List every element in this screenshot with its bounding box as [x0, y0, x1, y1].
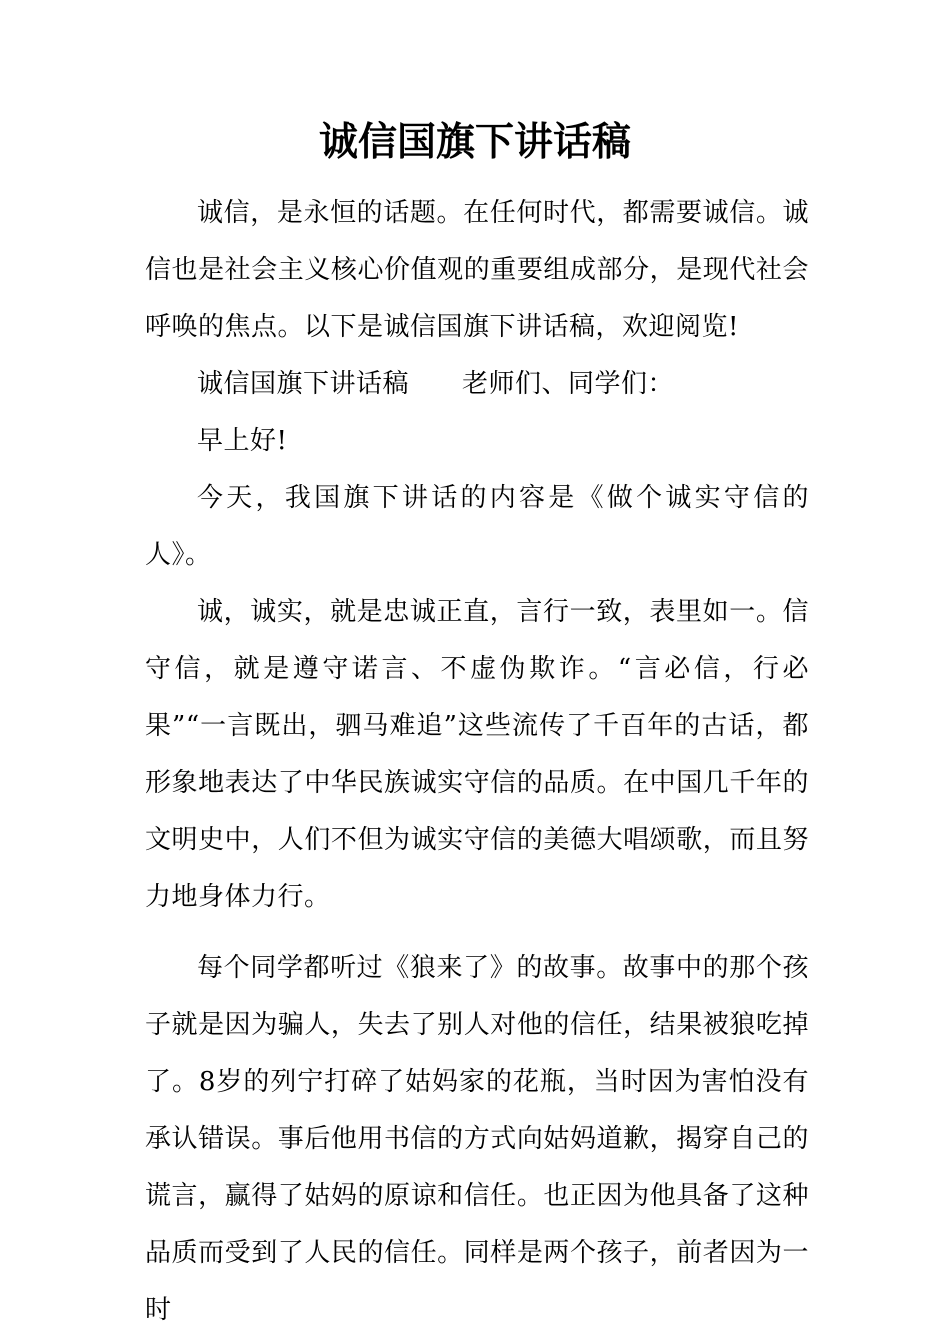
- paragraph-salutation: 诚信国旗下讲话稿 老师们、同学们：: [197, 369, 675, 399]
- paragraph-story: 每个同学都听过《狼来了》的故事。故事中的那个孩子就是因为骗人，失去了别人对他的信任，结果被狼吃掉了。8岁的列宁打碎了姑妈家的花瓶，当时因为害怕没有承认错误。事后他用书信的方式向姑妈道歉，揭穿自己的谎言，赢得了姑妈的原谅和信任。也正因为他具备了这种品质而受到了人民的信任。同样是两个孩子，前者因为一时: [145, 953, 809, 1325]
- paragraph-spacer: [145, 926, 809, 940]
- paragraph-topic: 今天，我国旗下讲话的内容是《做个诚实守信的人》。: [145, 483, 809, 570]
- document-body: [145, 185, 809, 1339]
- paragraph-intro: 诚信，是永恒的话题。在任何时代，都需要诚信。诚信也是社会主义核心价值观的重要组成部分，是现代社会呼唤的焦点。以下是诚信国旗下讲话稿，欢迎阅览!: [145, 198, 809, 342]
- paragraph-greeting: 早上好!: [197, 426, 288, 456]
- paragraph-definition: 诚，诚实，就是忠诚正直，言行一致，表里如一。信守信，就是遵守诺言、不虚伪欺诈。“言必信，行必果”“一言既出，驷马难追”这些流传了千百年的古话，都形象地表达了中华民族诚实守信的品质。在中国几千年的文明史中，人们不但为诚实守信的美德大唱颂歌，而且努力地身体力行。: [145, 597, 809, 912]
- document-title: 诚信国旗下讲话稿: [318, 120, 631, 165]
